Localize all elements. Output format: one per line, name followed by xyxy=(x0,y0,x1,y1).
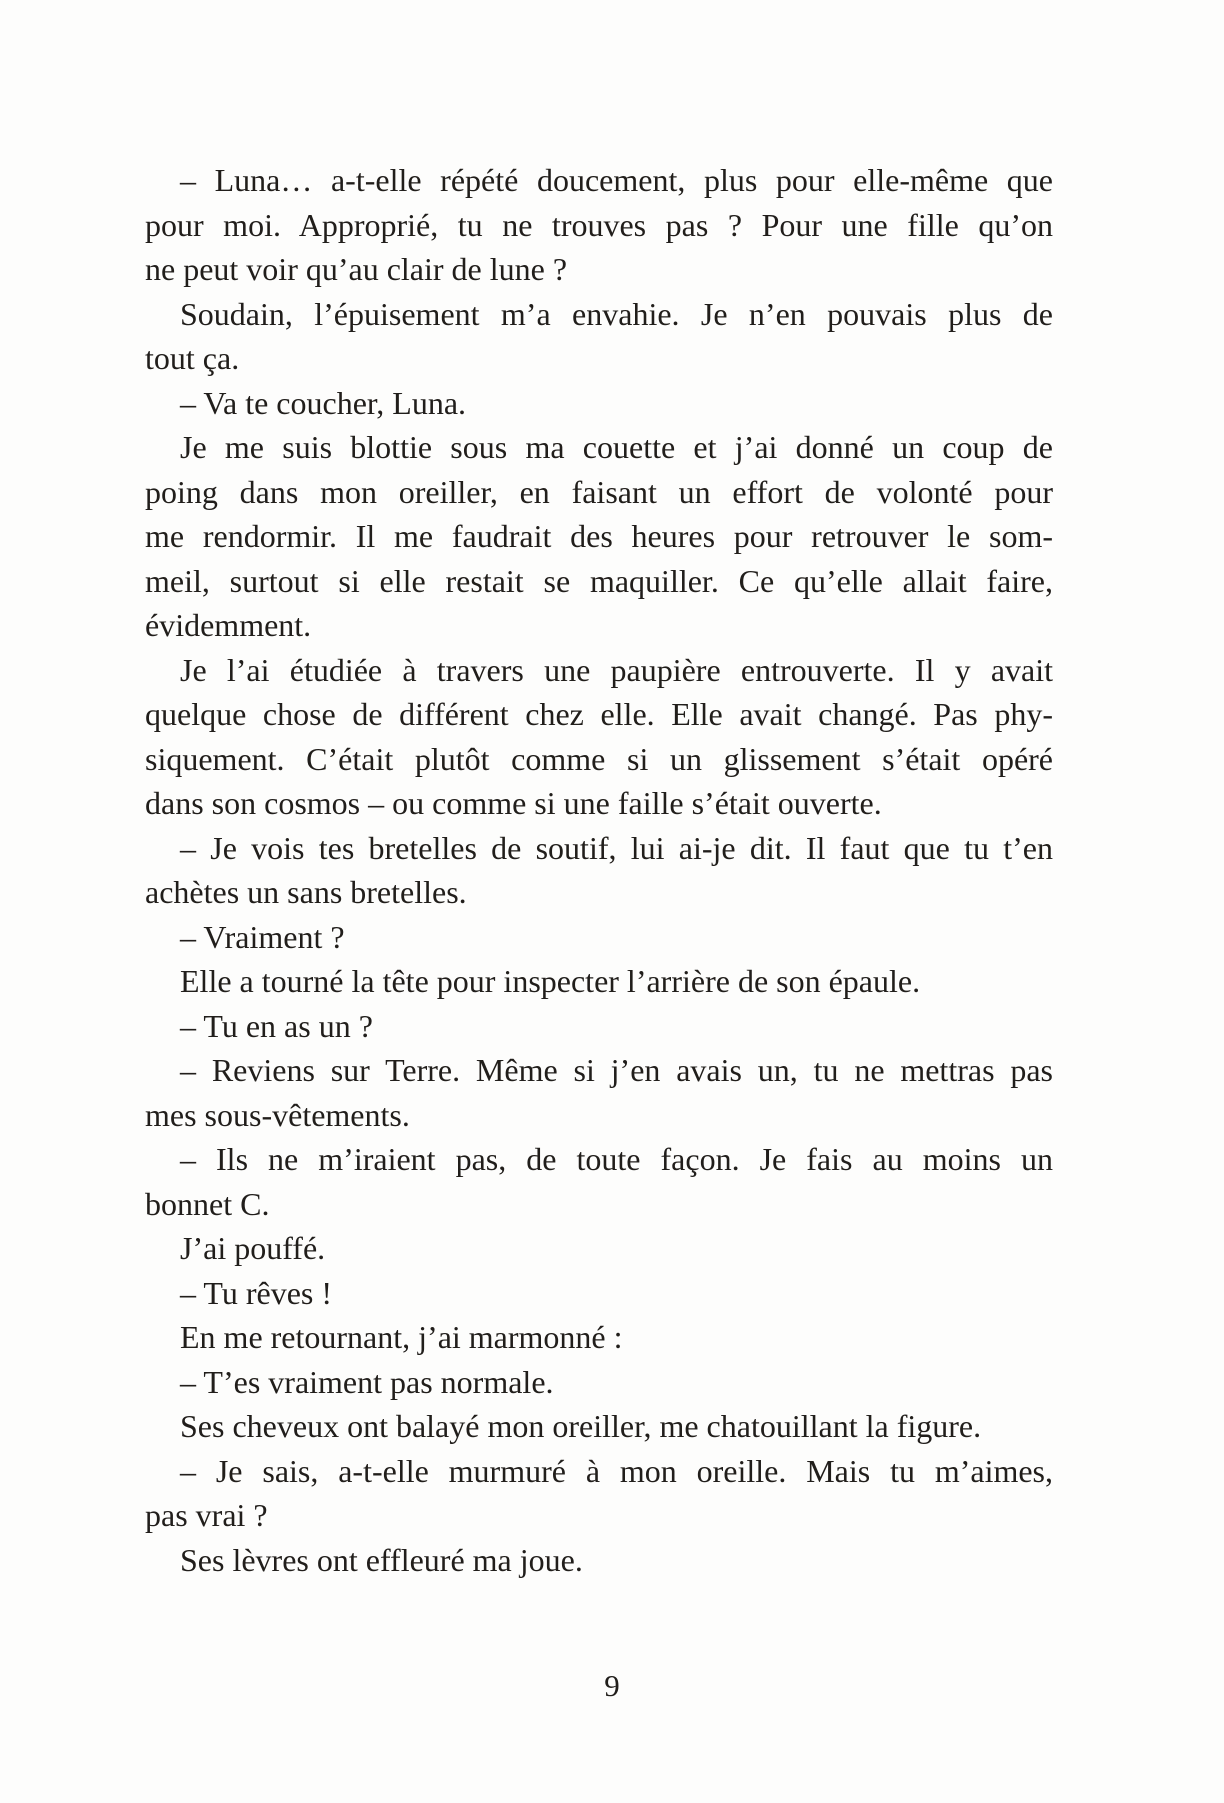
text-line: Ses lèvres ont effleuré ma joue. xyxy=(180,1541,583,1578)
paragraph xyxy=(145,1449,1053,1538)
paragraph xyxy=(145,1538,1053,1583)
paragraph xyxy=(145,1226,1053,1271)
paragraph xyxy=(145,292,1053,381)
paragraph xyxy=(145,915,1053,960)
paragraph xyxy=(145,1404,1053,1449)
text-line: meil, surtout si elle restait se maquiller. Ce qu’elle allait faire, xyxy=(145,562,1053,599)
text-line: – Je sais, a-t-elle murmuré à mon oreille. Mais tu m’aimes, xyxy=(180,1452,1053,1489)
text-line: Soudain, l’épuisement m’a envahie. Je n’en pouvais plus de xyxy=(180,295,1053,332)
text-line: ne peut voir qu’au clair de lune ? xyxy=(145,251,568,287)
paragraph xyxy=(145,1048,1053,1137)
text-line: dans son cosmos – ou comme si une faille s’était ouverte. xyxy=(145,785,882,821)
text-line: me rendormir. Il me faudrait des heures pour retrouver le som- xyxy=(145,518,1053,554)
paragraph xyxy=(145,959,1053,1004)
paragraph xyxy=(145,1315,1053,1360)
text-line: – Luna… a-t-elle répété doucement, plus pour elle-même que xyxy=(180,162,1053,198)
text-line: – Vraiment ? xyxy=(180,918,345,955)
text-line: achètes un sans bretelles. xyxy=(145,874,467,910)
text-line: Ses cheveux ont balayé mon oreiller, me chatouillant la figure. xyxy=(180,1408,982,1444)
paragraph xyxy=(145,381,1053,426)
text-line: siquement. C’était plutôt comme si un glissement s’était opéré xyxy=(145,740,1053,777)
paragraph xyxy=(145,648,1053,826)
paragraph xyxy=(145,1360,1053,1405)
paragraph xyxy=(145,425,1053,648)
text-line: Je me suis blottie sous ma couette et j’ai donné un coup de xyxy=(180,429,1053,465)
paragraph xyxy=(145,1137,1053,1226)
text-line: – Je vois tes bretelles de soutif, lui ai-je dit. Il faut que tu t’en xyxy=(180,829,1053,866)
paragraph xyxy=(145,826,1053,915)
text-line: bonnet C. xyxy=(145,1185,270,1222)
paragraph xyxy=(145,1271,1053,1316)
text-line: En me retournant, j’ai marmonné : xyxy=(180,1319,623,1355)
text-line: – Va te coucher, Luna. xyxy=(180,384,467,421)
text-line: évidemment. xyxy=(145,607,312,643)
text-line: J’ai pouffé. xyxy=(180,1230,326,1266)
text-line: – Tu rêves ! xyxy=(180,1274,333,1311)
text-line: pour moi. Approprié, tu ne trouves pas ? Pour une fille qu’on xyxy=(145,206,1053,243)
page-number: 9 xyxy=(604,1668,620,1703)
text-line: – Reviens sur Terre. Même si j’en avais un, tu ne mettras pas xyxy=(180,1052,1053,1088)
text-line: Je l’ai étudiée à travers une paupière entrouverte. Il y avait xyxy=(180,651,1053,688)
paragraph xyxy=(145,1004,1053,1049)
text-line: – T’es vraiment pas normale. xyxy=(180,1363,554,1400)
text-line: quelque chose de différent chez elle. Elle avait changé. Pas phy- xyxy=(145,696,1053,732)
text-line: – Ils ne m’iraient pas, de toute façon. Je fais au moins un xyxy=(180,1141,1053,1177)
text-block xyxy=(145,158,1053,1582)
text-line: Elle a tourné la tête pour inspecter l’arrière de son épaule. xyxy=(180,963,921,999)
text-line: poing dans mon oreiller, en faisant un effort de volonté pour xyxy=(145,473,1053,510)
text-line: mes sous-vêtements. xyxy=(145,1096,410,1133)
text-line: pas vrai ? xyxy=(145,1497,268,1533)
text-line: – Tu en as un ? xyxy=(180,1007,373,1044)
paragraph xyxy=(145,158,1053,292)
text-line: tout ça. xyxy=(145,340,240,376)
